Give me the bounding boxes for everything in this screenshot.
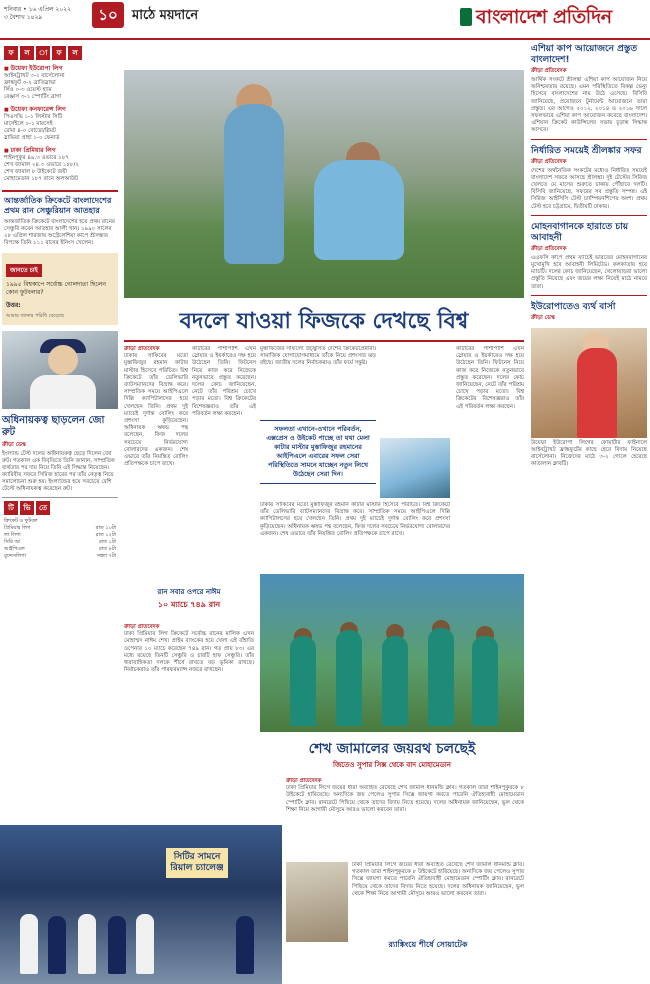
- abahani-headline: মোহনবাগানকে হারাতে চায় আবাহনী: [531, 221, 629, 243]
- naim-body: ঢাকা প্রিমিয়ার লিগ ক্রিকেটে সর্বোচ্চ রানের মালিক এখন মোহাম্মদ নাঈম শেখ। প্রাইম ব্যাংকের হয়ে খেলা এই বাঁহাতি ওপেনার ১০ ম্যাচে করেছেন ৭৪৯ রান। গড় প্রায় ৮৩। এর মধ্যে রয়েছে তিনটি সেঞ্চুরি ও চারটি হাফ সেঞ্চুরি। তাঁর ধারাবাহিকতা দলকে শীর্ষে রাখতে বড় ভূমিকা রাখছে। নির্বাচকরাও তাঁর পারফরম্যান্স নজরে রাখছেন।: [124, 631, 254, 674]
- tv-row: বুন্দেসলিগা সন্ধ্যা ৭টা: [4, 553, 116, 559]
- sheikh-jamal-byline: ক্রীড়া প্রতিবেদক: [286, 778, 322, 784]
- results-tag: া: [36, 46, 50, 60]
- city-players-photo: [0, 825, 282, 984]
- head-shape: [48, 345, 78, 375]
- sheikh-jamal-headline: শেখ জামালের জয়রথ চলছেই: [308, 741, 476, 757]
- result-title: ■ উয়েফা কনফারেন্স লিগ: [4, 106, 116, 114]
- joe-root-photo: [2, 331, 118, 409]
- sheikh-jamal-story: [286, 778, 524, 860]
- naim-story-heading: [124, 588, 254, 612]
- bottom-mid-headline: র‍্যাঙ্কিংয়ে শীর্ষে সোয়াটেক: [388, 940, 468, 949]
- naim-byline: ক্রীড়া প্রতিবেদক: [124, 624, 160, 630]
- result-block: [0, 145, 120, 186]
- results-tag: ফ: [4, 46, 18, 60]
- sri-lanka-body: দেশের অর্থনৈতিক সংকটের মধ্যেও নির্ধারিত সময়েই বাংলাদেশ সফরে আসছে শ্রীলঙ্কা। দুই টেস্টের সিরিজ খেলতে মে মাসের শুরুতে ঢাকায় পৌঁছাবে দলটি। বিসিবি জানিয়েছে, সফরের সব প্রস্তুতি সম্পন্ন। এই সিরিজ আইসিসি টেস্ট চ্যাম্পিয়নশিপের অংশ। প্রথম টেস্ট হবে চট্টগ্রামে, দ্বিতীয়টি ঢাকায়।: [531, 167, 647, 210]
- main-article-col3: [260, 346, 376, 416]
- tv-row: আইপিএল রাত ৮টা: [4, 546, 116, 552]
- tv-section: ক্রিকেট ও ফুটবল: [4, 518, 38, 524]
- main-text-col2: কাটারের পাশাপাশি এখন স্লোয়ার ও ইয়র্কারেও দক্ষ হয়ে উঠেছেন তিনি। ফিটনেস নিয়ে কাজ করে নিজেকে নতুনভাবে প্রস্তুত করেছেন। দলের কোচ জানিয়েছেন, নেটে তাঁর পরিশ্রম চোখে পড়ার মতো। বিশ্ব ক্রিকেটের বিশেষজ্ঞরাও তাঁর এই পরিবর্তন লক্ষ্য করছেন।: [192, 346, 256, 417]
- mustafiz-photo: [124, 70, 524, 298]
- pull-quote: সফলতা এখানে-ওখানে পরিবর্তন, এক্সপ্রেস ও উইকেট পাচ্ছে তা যথা মেলা কাটার মাস্টার মুস্তাফিজুর রহমানের আইপিএলে এবারের সফল সেরা পরিস্থিতিতে সামনে যাচ্ছেন নতুন লিখে উঠেছেন সেরা দিন।: [260, 420, 376, 484]
- tv-tag: তে: [36, 501, 50, 515]
- swiatek-photo: [531, 328, 647, 438]
- result-block: [0, 104, 120, 145]
- result-line: মার্সেইলে ০-১ মারসেই: [4, 121, 53, 127]
- result-title: ■ উয়েফা ইউরোপা লিগ: [4, 65, 116, 73]
- tv-row: সিরি আ রাত ১টা: [4, 539, 116, 545]
- main-text-col3: মুস্তাফিজের সাফল্যে উচ্ছ্বসিত দেশের ক্রিকেটপ্রেমীরা। সামাজিক যোগাযোগমাধ্যমে তাঁকে নিয়ে প্রশংসার ঝড় বইছে। জাতীয় দলের নির্বাচকরাও তাঁর ফর্মে সন্তুষ্ট।: [260, 346, 376, 367]
- player-sitting: [314, 160, 404, 260]
- quiz-answer-label: উত্তর:: [6, 302, 21, 309]
- player-figure: [290, 636, 316, 726]
- logo-icon: [460, 8, 472, 26]
- tv-schedule: [2, 497, 118, 560]
- result-line: মোহামেডান ১৮৭ রানে অলআউট: [4, 176, 79, 182]
- sheikh-jamal-body: ঢাকা প্রিমিয়ার লিগে জয়ের ধারা অব্যাহত রেখেছে শেখ জামাল ধানমন্ডি ক্লাব। গতকাল তারা শাইনপুকুরকে ৮ উইকেটে হারিয়েছে। অন্যদিকে জয় পেলেও সুপার সিক্সে জায়গা করতে পারেনি ঐতিহ্যবাহী মোহামেডান স্পোর্টিং ক্লাব। রানরেটে পিছিয়ে থেকে তাদের বিদায় নিতে হয়েছে। দলের অধিনায়ক জানিয়েছেন, ভুল থেকে শিক্ষা নিয়ে আগামী মৌসুমে আরও ভালো করবেন তারা।: [286, 785, 524, 813]
- section-title: মাঠে ময়দানে: [132, 8, 199, 23]
- naim-score: ১০ ম্যাচে ৭৪৯ রান: [157, 600, 221, 609]
- bottom-mid-story: [352, 862, 524, 938]
- result-line: ফ্রাঙ্কফুর্ট ৩-২ ব্রাতিস্লাভা: [4, 80, 56, 86]
- asia-cup-byline: ক্রীড়া প্রতিবেদক: [531, 68, 567, 74]
- main-article-col2: [192, 346, 256, 582]
- main-byline: ক্রীড়া প্রতিবেদক: [124, 346, 160, 352]
- player-figure: [577, 348, 617, 438]
- divider: [531, 139, 647, 140]
- abahani-body: এএফসি কাপে প্রথম ম্যাচেই ভারতের মোহনবাগানের মুখোমুখি হবে আবাহনী লিমিটেড। কলকাতায় হবে ম্যাচটি। দলের কোচ জানিয়েছেন, খেলোয়াড়রা ভালো প্রস্তুতি নিয়েছে এবং জয়ের লক্ষ্য নিয়েই মাঠে নামবে তারা।: [531, 254, 647, 290]
- result-line: রেঞ্জার্স ৩-১ স্পোর্টিং ব্রাগা: [4, 94, 62, 100]
- main-text-col1: ঢাকায় সাকিবের মতো মুস্তাফিজুর রহমান কাটার মাস্টার হিসেবে পরিচিত। বিশ্ব ক্রিকেটে তাঁর ডেলিভারি ব্যাটসম্যানদের বিভ্রান্ত করে। সাম্প্রতিক সময়ে আইপিএলে দিল্লি ক্যাপিটালসের হয়ে খেলছেন তিনি। প্রথম দুই ম্যাচেই দুর্দান্ত বোলিং করে প্রশংসা কুড়িয়েছেন। অধিনায়ক ঋষভ পন্থ বলেছেন, ফিজ দলের সবচেয়ে নির্ভরযোগ্য বোলারদের একজন। শেষ ওভারে তাঁর নিয়ন্ত্রিত বোলিং প্রতিপক্ষকে চাপে রাখে।: [124, 353, 188, 468]
- main-article-col5: [260, 502, 450, 568]
- player-figure: [428, 628, 454, 726]
- result-line: আইনট্রাখট ৩-২ বার্সেলোনা: [4, 73, 65, 79]
- results-tag-row: [0, 42, 120, 63]
- tv-row: লা লিগা রাত ১২টা: [4, 532, 116, 538]
- sheikh-jamal-heading: [260, 740, 524, 771]
- tennis-inset-photo: [286, 862, 348, 942]
- issue-date-gregorian: শনিবার • ১৬ এপ্রিল ২০২২: [4, 6, 72, 13]
- main-text-col4: কাটারের পাশাপাশি এখন স্লোয়ার ও ইয়র্কারেও দক্ষ হয়ে উঠেছেন তিনি। ফিটনেস নিয়ে কাজ করে নিজেকে নতুনভাবে প্রস্তুত করেছেন। দলের কোচ জানিয়েছেন, নেটে তাঁর পরিশ্রম চোখে পড়ার মতো। বিশ্ব ক্রিকেটের বিশেষজ্ঞরাও তাঁর এই পরিবর্তন লক্ষ্য করছেন।: [456, 346, 524, 410]
- result-line: শাইনপুকুর ৪৯.৩ ওভারে ১৮৭: [4, 155, 69, 161]
- tv-tag: টি: [4, 501, 18, 515]
- history-box: [2, 190, 118, 247]
- results-tag: ল: [20, 46, 34, 60]
- main-article-col4: [456, 346, 524, 566]
- result-line: পিএসভি ১-১ লিস্টার সিটি: [4, 114, 63, 120]
- player-figure: [136, 914, 154, 974]
- quiz-question: ১৯৯৫ বিশ্বকাপে সর্বোচ্চ গোলদাতা ছিলেন কোন ফুটবলার?: [6, 281, 106, 296]
- results-tag: ফ: [52, 46, 66, 60]
- tv-tag-row: [2, 498, 118, 518]
- body-shape: [30, 375, 96, 409]
- abahani-byline: ক্রীড়া প্রতিবেদক: [531, 245, 567, 252]
- divider: [531, 295, 647, 296]
- asia-cup-headline: এশিয়া কাপ আয়োজনে প্রস্তুত বাংলাদেশ!: [531, 44, 638, 65]
- root-body: ইংল্যান্ড টেস্ট দলের অধিনায়কত্ব ছেড়ে দিলেন জো রুট। গতকাল এক বিবৃতিতে তিনি জানান, সাম্প্রতিক ব্যর্থতার পর দায় নিয়ে তিনি এই সিদ্ধান্ত নিয়েছেন। ক্যারিবীয় সফরে সিরিজ হারের পর তাঁর নেতৃত্ব নিয়ে সমালোচনা শুরু হয়। ইংল্যান্ডের হয়ে সবচেয়ে বেশি টেস্টে অধিনায়কত্ব করেছেন রুট।: [2, 451, 115, 492]
- barca-body: উয়েফা ইউরোপা লিগের কোয়ার্টার ফাইনালে আইনট্রাখট ফ্রাঙ্কফুর্টের কাছে হেরে বিদায় নিয়েছে বার্সেলোনা। নিজেদের মাঠে ৩-২ গোলে হেরেছে কাতালান ক্লাবটি।: [531, 439, 647, 468]
- page-number: ১০: [92, 2, 124, 28]
- player-figure: [236, 916, 254, 974]
- result-line: রোমা ৪-০ বোডো/গ্লিমট: [4, 128, 56, 134]
- tv-row: প্রিমিয়ার লিগ রাত ১০টা: [4, 525, 116, 531]
- issue-date-bangla: ৩ বৈশাখ ১৪২৯: [4, 14, 43, 21]
- history-body: আন্তর্জাতিক ক্রিকেটে বাংলাদেশের হয়ে প্রথম রানের সেঞ্চুরি করেন আতহার আলী খান। ১৯৯০ সালের ২৮ এপ্রিল শারজায় অস্ট্রেলেশিয়া কাপে শ্রীলঙ্কার বিপক্ষে তিনি ১১১ রানের ইনিংস খেলেন।: [4, 219, 115, 246]
- quiz-label: জানতে চাই: [6, 264, 42, 277]
- naim-story: [124, 624, 254, 824]
- sheikh-jamal-subhead: জিতেও সুপার সিক্স থেকে বাদ মোহামেডান: [333, 761, 451, 769]
- player-figure: [78, 914, 96, 974]
- player-figure: [108, 916, 126, 974]
- root-byline: ক্রীড়া ডেস্ক: [2, 442, 26, 448]
- main-article-col1: [124, 346, 188, 582]
- main-headline: বদলে যাওয়া ফিজকে দেখছে বিশ্ব: [124, 302, 524, 342]
- sri-lanka-byline: ক্রীড়া প্রতিবেদক: [531, 158, 567, 165]
- result-title: ■ ঢাকা প্রিমিয়ার লিগ: [4, 147, 116, 155]
- asia-cup-body: আর্থিক সংকটে শ্রীলঙ্কা এশিয়া কাপ আয়োজন নিয়ে অনিশ্চয়তায় রয়েছে। এমন পরিস্থিতিতে বিকল্প ভেন্যু হিসেবে বাংলাদেশের নাম উঠে এসেছে। বিসিবি জানিয়েছে, প্রয়োজনে টুর্নামেন্ট আয়োজনে তারা প্রস্তুত। এর আগেও ২০১২, ২০১৪ ও ২০১৬ সালে সফলভাবে এশিয়া কাপ আয়োজন করেছে বাংলাদেশ। এশিয়ান ক্রিকেট কাউন্সিলের সভায় চূড়ান্ত সিদ্ধান্ত আসবে।: [531, 77, 647, 134]
- player-standing: [224, 104, 284, 264]
- sheikh-jamal-photo: [260, 574, 524, 732]
- result-block: [0, 63, 120, 104]
- player-figure: [336, 630, 362, 726]
- result-line: লিঁও ০-৩ ওয়েস্ট হ্যাম: [4, 87, 52, 93]
- results-tag: ল: [68, 46, 82, 60]
- player-figure: [48, 916, 66, 974]
- city-real-headline: সিটির সামনে রিয়াল চ্যালেঞ্জ: [166, 848, 228, 878]
- barca-headline: ইউরোপাতেও ব্যর্থ বার্সা: [531, 301, 616, 312]
- divider: [531, 215, 647, 216]
- tv-tag: ভি: [20, 501, 34, 515]
- player-figure: [382, 636, 408, 726]
- history-title: আন্তর্জাতিক ক্রিকেটে বাংলাদেশের প্রথম রান সেঞ্চুরিয়ান আতহার: [4, 196, 112, 215]
- sri-lanka-headline: নির্ধারিত সময়েই শ্রীলঙ্কার সফর: [531, 145, 642, 156]
- player-figure: [472, 636, 498, 726]
- issue-date: [4, 6, 71, 22]
- root-headline: অধিনায়কত্ব ছাড়লেন জো রুট: [2, 415, 105, 438]
- bottom-mid-body: ঢাকা প্রিমিয়ার লিগে জয়ের ধারা অব্যাহত রেখেছে শেখ জামাল ধানমন্ডি ক্লাব। গতকাল তারা শাইনপুকুরকে ৮ উইকেটে হারিয়েছে। অন্যদিকে জয় পেলেও সুপার সিক্সে জায়গা করতে পারেনি ঐতিহ্যবাহী মোহামেডান স্পোর্টিং ক্লাব। রানরেটে পিছিয়ে থেকে তাদের বিদায় নিতে হয়েছে। দলের অধিনায়ক জানিয়েছেন, ভুল থেকে শিক্ষা নিয়ে আগামী মৌসুমে আরও ভালো করবেন তারা।: [352, 862, 524, 897]
- right-column: [528, 42, 650, 984]
- result-line: শেখ জামাল ২৪.৩ ওভারে ১৮৮/২: [4, 162, 79, 168]
- main-text-col5: ঢাকায় সাকিবের মতো মুস্তাফিজুর রহমান কাটার মাস্টার হিসেবে পরিচিত। বিশ্ব ক্রিকেটে তাঁর ডেলিভারি ব্যাটসম্যানদের বিভ্রান্ত করে। সাম্প্রতিক সময়ে আইপিএলে দিল্লি ক্যাপিটালসের হয়ে খেলছেন তিনি। প্রথম দুই ম্যাচেই দুর্দান্ত বোলিং করে প্রশংসা কুড়িয়েছেন। অধিনায়ক ঋষভ পন্থ বলেছেন, ফিজ দলের সবচেয়ে নির্ভরযোগ্য বোলারদের একজন। শেষ ওভারে তাঁর নিয়ন্ত্রিত বোলিং প্রতিপক্ষকে চাপে রাখে।: [260, 502, 450, 537]
- quiz-winner: আমার জানার পরিধি বেড়েছে: [6, 313, 64, 319]
- mustafiz-inset-photo: [380, 438, 450, 498]
- result-line: স্লাভিয়া প্রাহা ১-০ ফেনার্ড: [4, 135, 60, 141]
- naim-headline: রান সবার ওপরে নাঈম: [157, 588, 221, 596]
- player-figure: [20, 914, 38, 974]
- quiz-box: [2, 253, 118, 325]
- page-header: [0, 0, 650, 40]
- barca-byline: ক্রীড়া ডেস্ক: [531, 314, 555, 321]
- newspaper-logo: বাংলাদেশ প্রতিদিন: [476, 6, 612, 28]
- result-line: শেখ জামাল ৮ উইকেটে জয়ী: [4, 169, 68, 175]
